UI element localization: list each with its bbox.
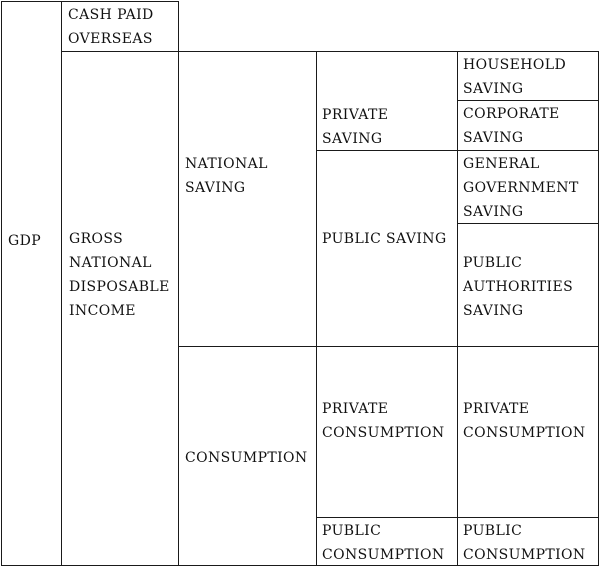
cash-paid-overseas-label: CASH PAID OVERSEAS (68, 7, 154, 47)
household-saving-label: HOUSEHOLD SAVING (463, 57, 567, 97)
gdp-label: GDP (8, 233, 42, 249)
private-consumption-right-label: PRIVATE CONSUMPTION (463, 401, 586, 441)
private-saving-label: PRIVATE SAVING (322, 107, 389, 147)
public-authorities-saving-label: PUBLIC AUTHORITIES SAVING (463, 255, 574, 319)
general-government-saving-label: GENERAL GOVERNMENT SAVING (463, 156, 579, 220)
corporate-saving-label: CORPORATE SAVING (463, 106, 560, 146)
public-consumption-right-label: PUBLIC CONSUMPTION (463, 523, 586, 563)
public-consumption-mid-label: PUBLIC CONSUMPTION (322, 523, 445, 563)
gdp-box (1, 1, 62, 566)
private-consumption-mid-label: PRIVATE CONSUMPTION (322, 401, 445, 441)
national-saving-label: NATIONAL SAVING (185, 156, 268, 196)
consumption-label: CONSUMPTION (185, 450, 308, 466)
gross-national-disposable-income-label: GROSS NATIONAL DISPOSABLE INCOME (69, 231, 170, 319)
public-saving-label: PUBLIC SAVING (322, 231, 447, 247)
